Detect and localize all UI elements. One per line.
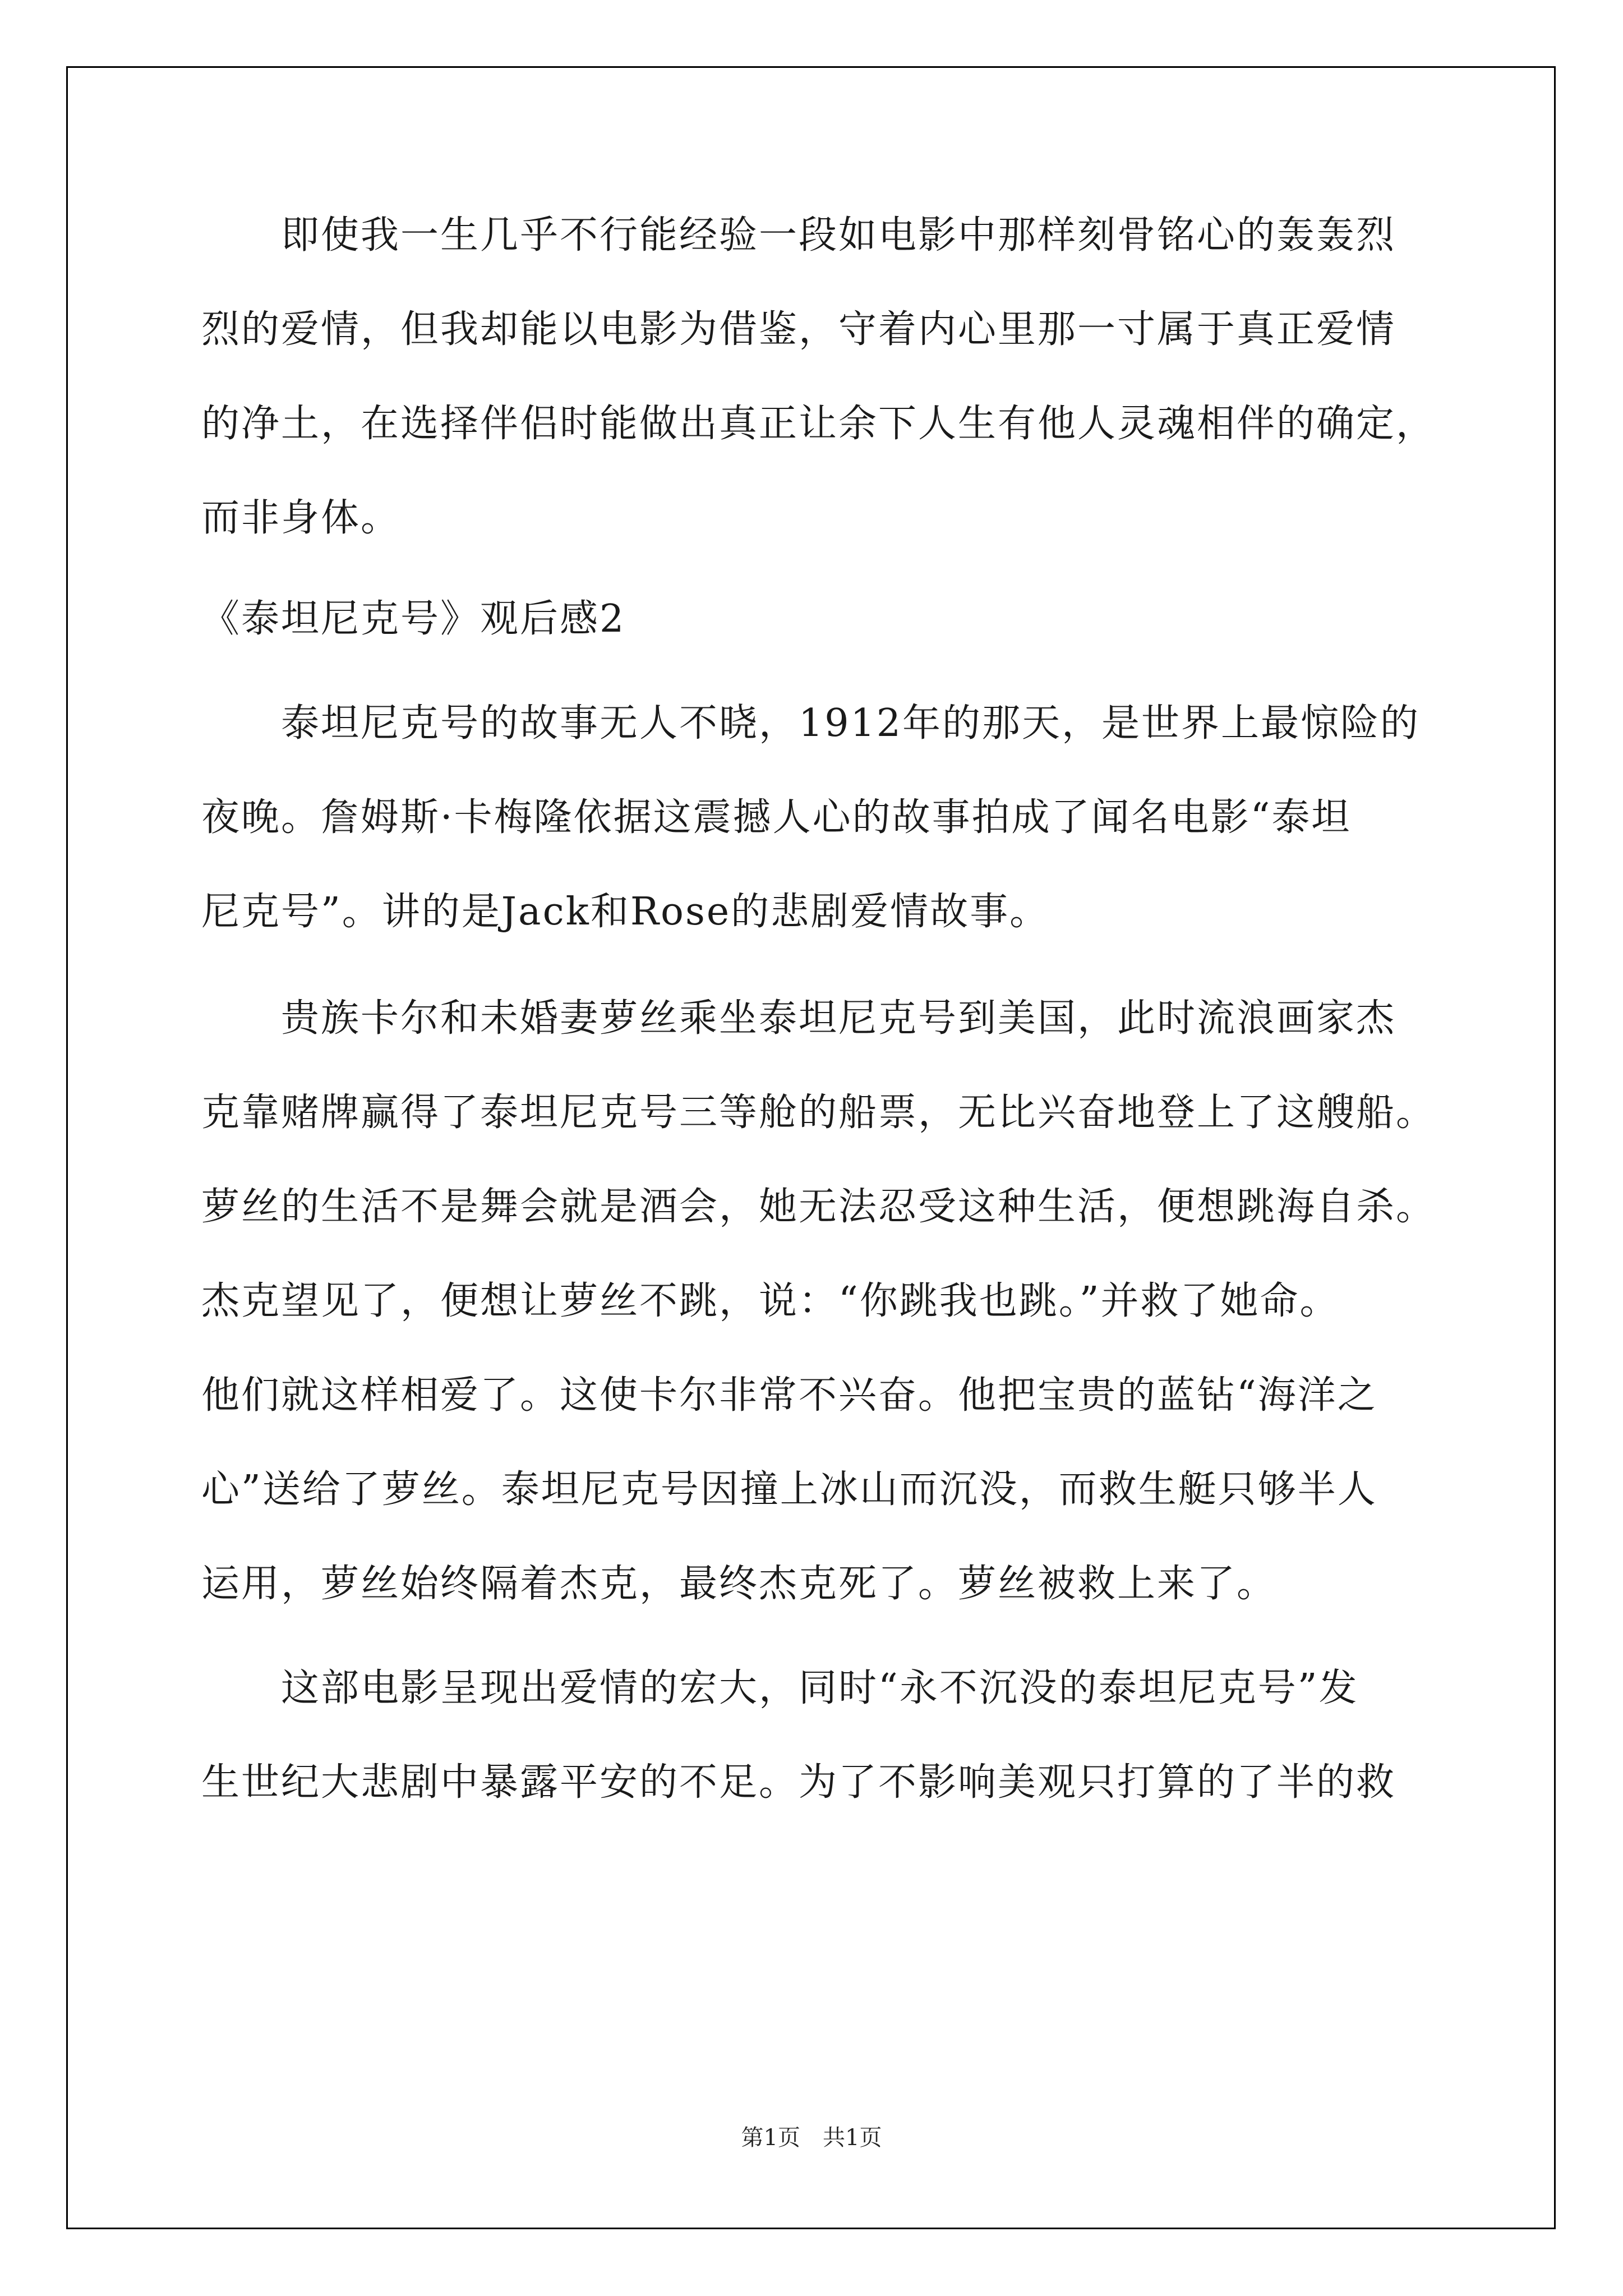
text-line: 心”送给了萝丝。泰坦尼克号因撞上冰山而沉没，而救生艇只够半人 — [201, 1467, 1377, 1512]
text-line: 尼克号”。讲的是Jack和Rose的悲剧爱情故事。 — [201, 890, 1050, 934]
page-border — [66, 66, 1556, 2229]
text-line: 烈的爱情，但我却能以电影为借鉴，守着内心里那一寸属于真正爱情 — [201, 307, 1396, 352]
section-heading: 《泰坦尼克号》观后感2 — [201, 597, 626, 641]
text-line: 他们就这样相爱了。这使卡尔非常不兴奋。他把宝贵的蓝钻“海洋之 — [201, 1373, 1377, 1418]
text-line: 生世纪大悲剧中暴露平安的不足。为了不影响美观只打算的了半的救 — [201, 1760, 1396, 1805]
text-line: 克靠赌牌赢得了泰坦尼克号三等舱的船票，无比兴奋地登上了这艘船。 — [201, 1091, 1436, 1135]
text-line: 运用，萝丝始终隔着杰克，最终杰克死了。萝丝被救上来了。 — [201, 1562, 1277, 1606]
page-number: 第1页 共1页 — [741, 2125, 882, 2151]
text-line: 的净土，在选择伴侣时能做出真正让余下人生有他人灵魂相伴的确定， — [201, 402, 1436, 446]
text-line: 贵族卡尔和未婚妻萝丝乘坐泰坦尼克号到美国，此时流浪画家杰 — [201, 996, 1396, 1041]
text-line: 即使我一生几乎不行能经验一段如电影中那样刻骨铭心的轰轰烈 — [201, 213, 1396, 257]
text-line: 这部电影呈现出爱情的宏大，同时“永不沉没的泰坦尼克号”发 — [201, 1666, 1359, 1710]
text-line: 萝丝的生活不是舞会就是酒会，她无法忍受这种生活，便想跳海自杀。 — [201, 1185, 1436, 1229]
text-line: 夜晚。詹姆斯·卡梅隆依据这震撼人心的故事拍成了闻名电影“泰坦 — [201, 795, 1352, 840]
text-line: 杰克望见了，便想让萝丝不跳，说：“你跳我也跳。”并救了她命。 — [201, 1279, 1340, 1323]
text-line: 而非身体。 — [201, 496, 401, 540]
text-line: 泰坦尼克号的故事无人不晓，1912年的那天，是世界上最惊险的 — [201, 701, 1421, 746]
